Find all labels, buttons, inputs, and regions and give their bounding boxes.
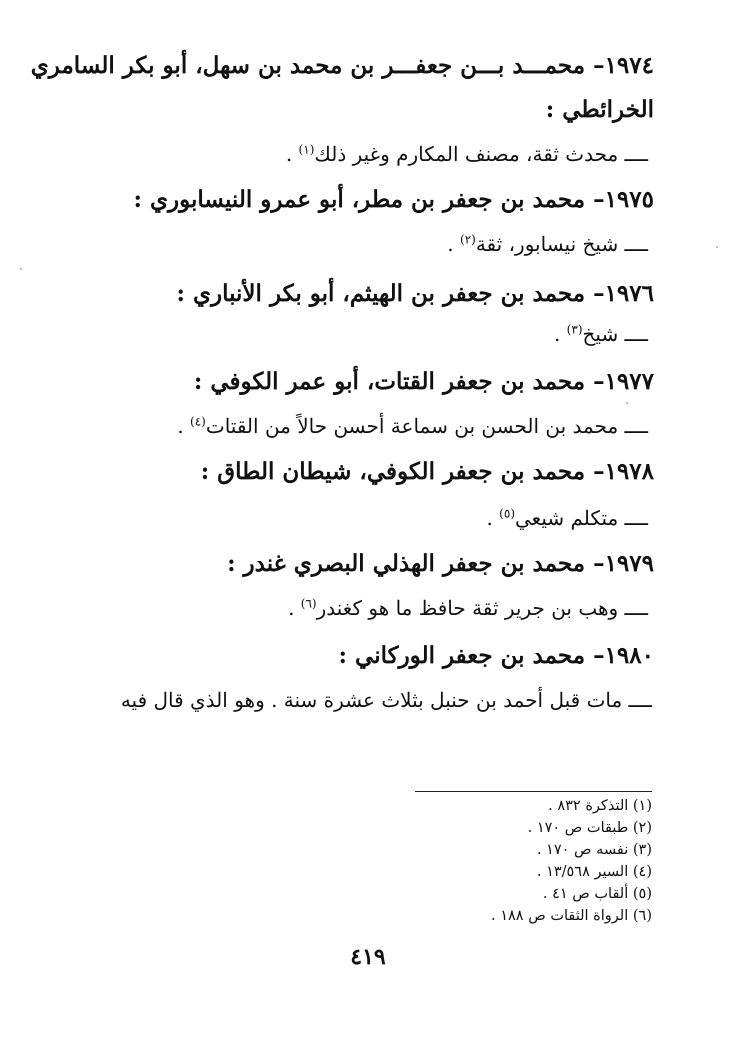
entry-1974-body <box>286 142 648 166</box>
entry-1980-heading: ١٩٨٠– محمد بن جعفر الوركاني : <box>338 642 654 669</box>
footnote-ref: (٦) <box>300 596 317 611</box>
entry-body-text: ــــ محدث ثقة، مصنف المكارم وغير ذلك <box>314 142 648 166</box>
entry-1979-body <box>288 596 648 620</box>
entry-tail: . <box>177 414 191 438</box>
entry-tail: . <box>486 506 500 530</box>
scan-speck <box>20 268 22 270</box>
entry-1979-heading: ١٩٧٩– محمد بن جعفر الهذلي البصري غندر : <box>227 550 654 577</box>
footnote-ref: (٣) <box>566 322 583 337</box>
footnote-1: (١) التذكرة ٨٣٢ . <box>548 798 652 814</box>
entry-1978-heading: ١٩٧٨– محمد بن جعفر الكوفي، شيطان الطاق : <box>200 458 654 485</box>
entry-body-text: ــــ شيخ نيسابور، ثقة <box>475 232 648 256</box>
entry-tail: . <box>285 142 299 166</box>
entry-1980-body <box>121 688 652 712</box>
footnote-ref: (٤) <box>190 414 206 429</box>
entry-tail: . <box>288 596 301 620</box>
scan-speck <box>716 246 718 248</box>
entry-1976-body <box>554 322 648 346</box>
entry-1977-body <box>177 414 648 438</box>
entry-body-text: ــــ مات قبل أحمد بن حنبل بثلاث عشرة سنة . وهو الذي قال فيه <box>120 688 652 712</box>
footnote-separator <box>415 791 652 792</box>
footnote-3: (٣) نفسه ص ١٧٠ . <box>536 842 652 858</box>
entry-1975-body <box>447 232 648 256</box>
scan-speck <box>626 402 628 404</box>
footnote-ref: (٢) <box>460 232 476 247</box>
entry-1976-heading: ١٩٧٦– محمد بن جعفر بن الهيثم، أبو بكر الأنباري : <box>176 280 654 307</box>
footnote-5: (٥) ألقاب ص ٤١ . <box>542 886 652 902</box>
entry-body-text: ــــ متكلم شيعي <box>515 506 648 530</box>
footnote-2: (٢) طبقات ص ١٧٠ . <box>527 820 652 836</box>
footnote-6: (٦) الرواة الثقات ص ١٨٨ . <box>491 908 652 924</box>
footnote-4: (٤) السير ١٣/٥٦٨ . <box>536 864 652 880</box>
entry-body-text: ــــ وهب بن جرير ثقة حافظ ما هو كغندر <box>316 596 648 620</box>
entry-1978-body <box>486 506 648 530</box>
entry-tail: . <box>447 232 460 256</box>
entry-1974-heading-cont: الخرائطي : <box>545 96 654 123</box>
footnote-ref: (١) <box>298 142 315 157</box>
entry-body-text: ــــ شيخ <box>582 322 648 346</box>
entry-1977-heading: ١٩٧٧– محمد بن جعفر القتات، أبو عمر الكوفي : <box>193 368 654 395</box>
entry-1974-heading: ١٩٧٤– محمـــد بـــن جعفـــر بن محمد بن سهل، أبو بكر السامري <box>30 52 654 79</box>
entry-body-text: ــــ محمد بن الحسن بن سماعة أحسن حالاً من القتات <box>205 414 648 438</box>
entry-tail: . <box>553 322 567 346</box>
footnote-ref: (٥) <box>499 506 515 521</box>
entry-1975-heading: ١٩٧٥– محمد بن جعفر بن مطر، أبو عمرو النيسابوري : <box>133 186 654 213</box>
page-number: ٤١٩ <box>350 944 386 970</box>
